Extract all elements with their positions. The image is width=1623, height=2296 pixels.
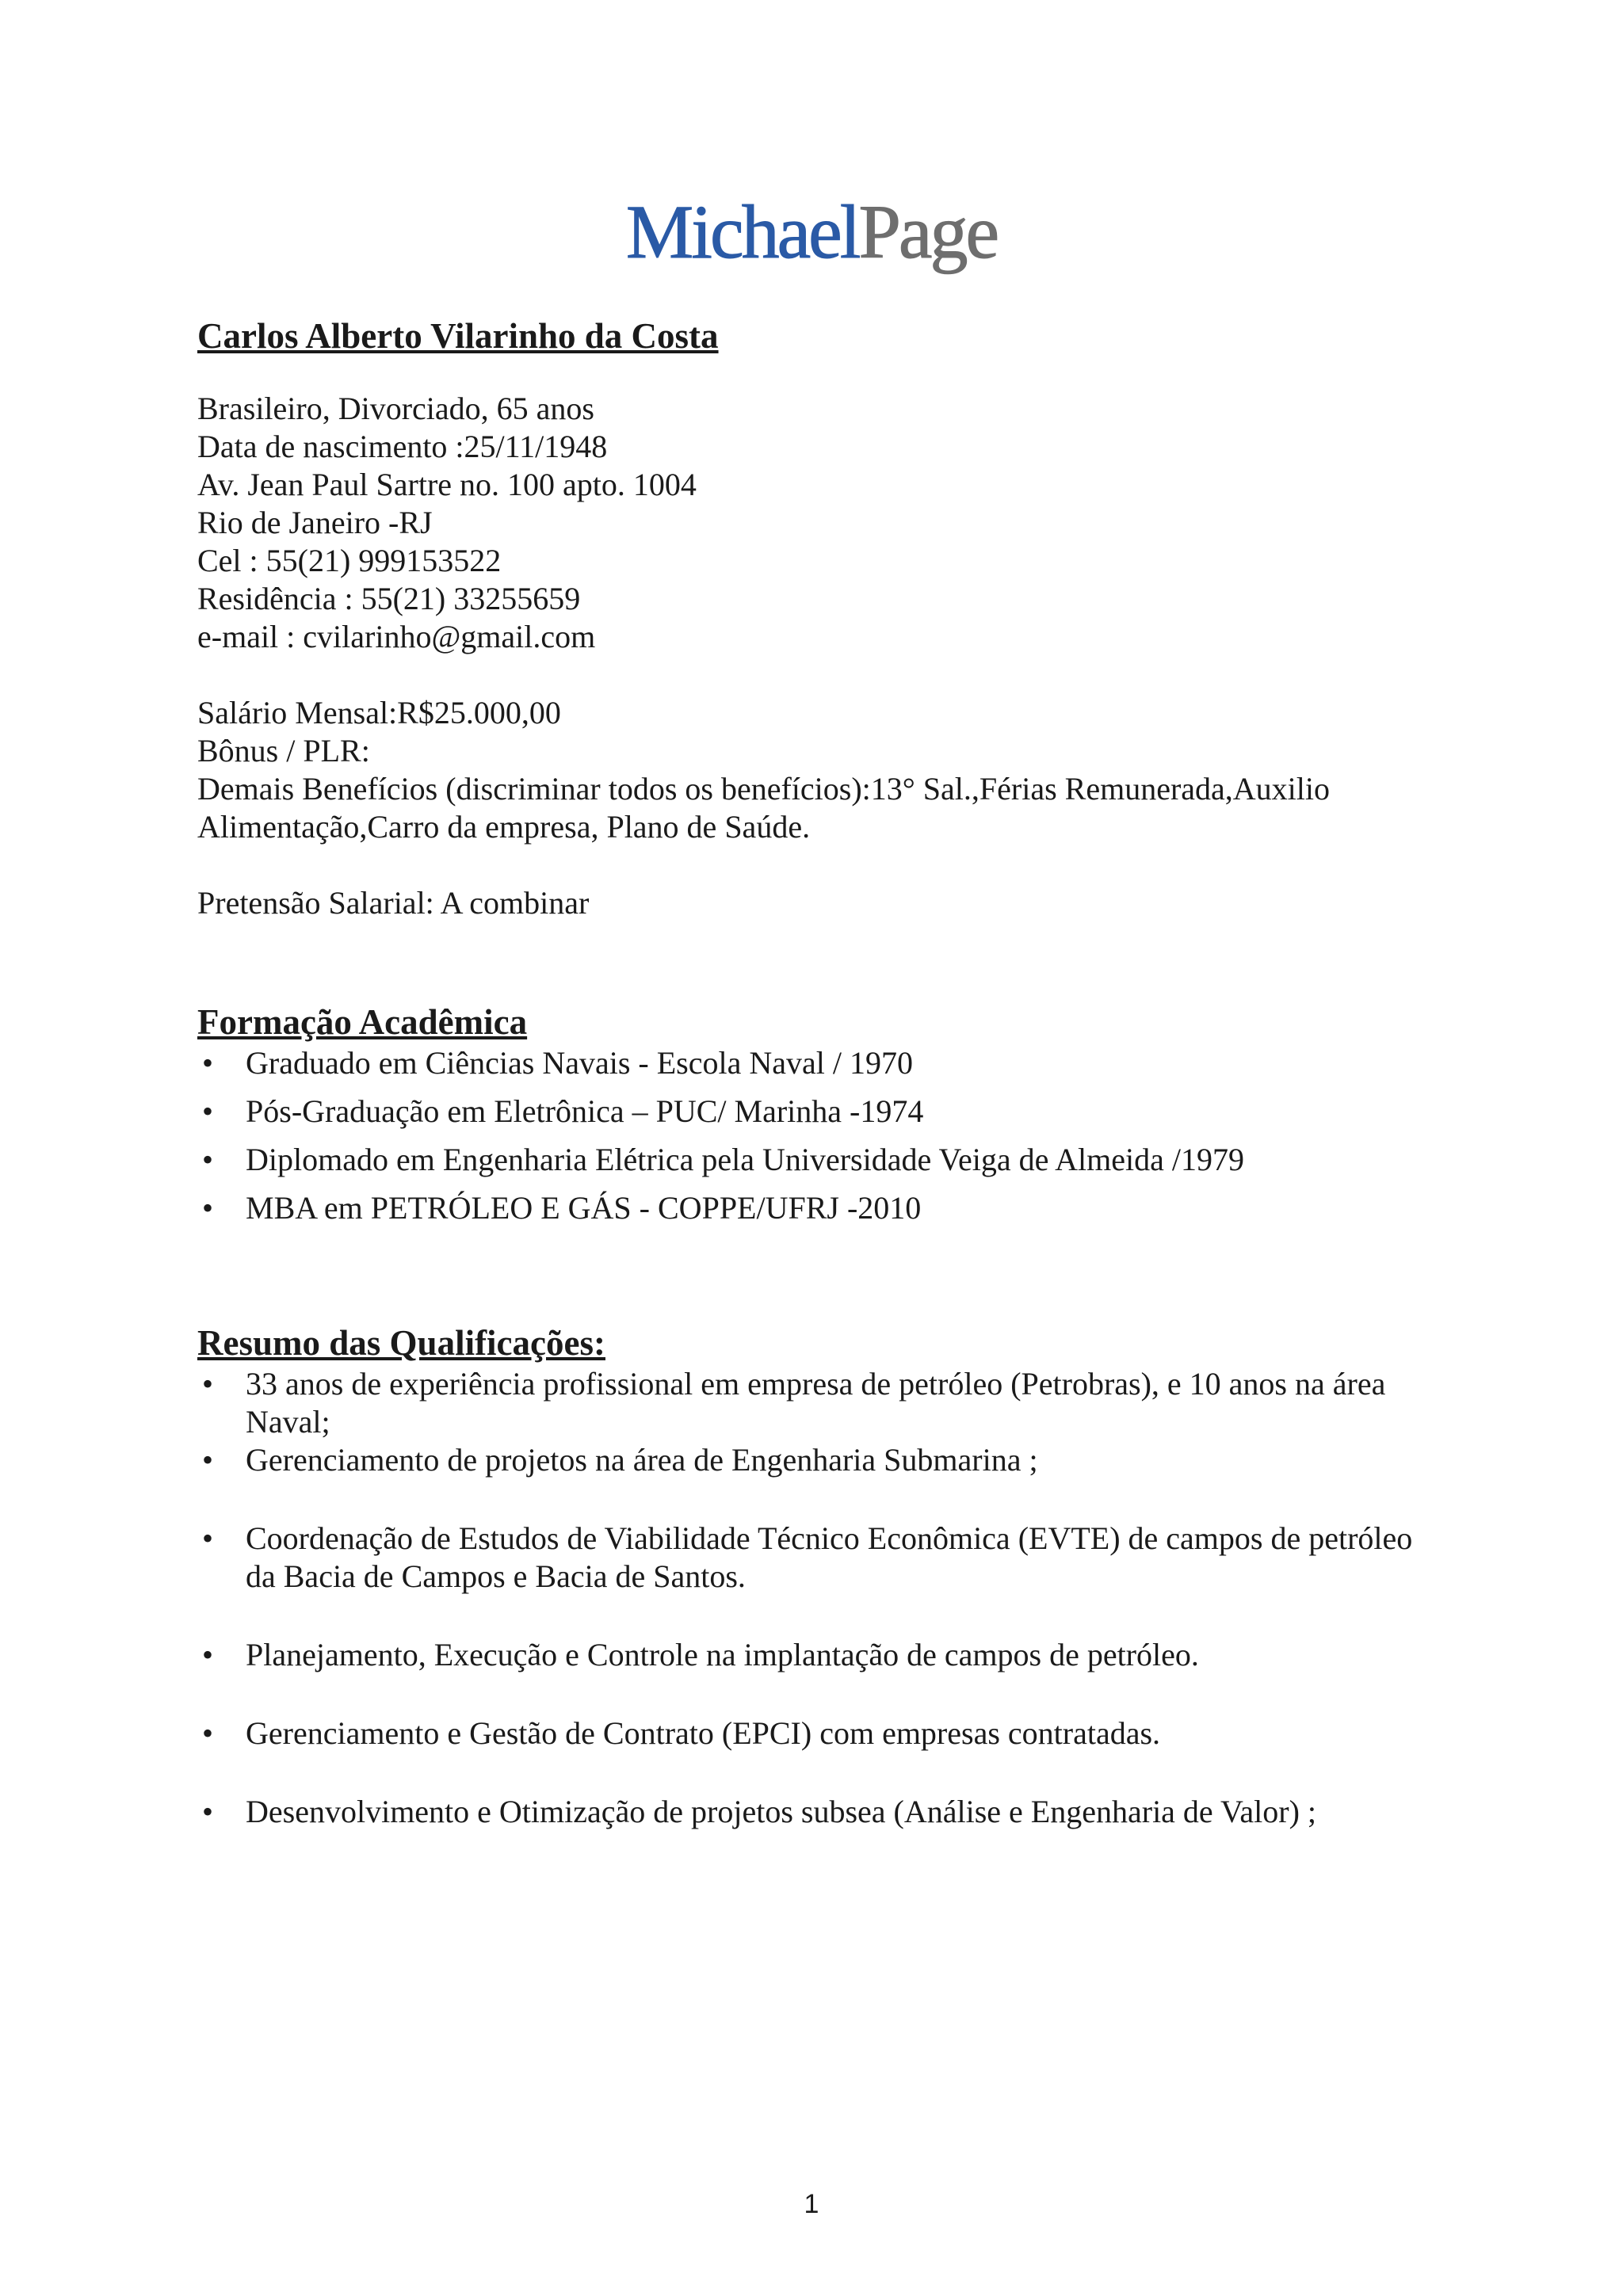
list-item xyxy=(197,1520,1434,1596)
resume-content xyxy=(197,314,1434,1831)
address-line: Av. Jean Paul Sartre no. 100 apto. 1004 xyxy=(197,467,697,502)
candidate-name: Carlos Alberto Vilarinho da Costa xyxy=(197,316,719,356)
birthdate-line: Data de nascimento :25/11/1948 xyxy=(197,429,608,464)
bullet-icon: • xyxy=(202,1045,214,1081)
bullet-icon: • xyxy=(202,1190,214,1226)
logo-page: Page xyxy=(858,189,998,274)
bullet-icon: • xyxy=(202,1794,214,1829)
list-item xyxy=(197,1441,1434,1479)
compensation-info xyxy=(197,694,1434,846)
qualification-item-text: Coordenação de Estudos de Viabilidade Técnico Econômica (EVTE) de campos de petróleo da Bacia de Campos e Bacia de Santos. xyxy=(246,1520,1413,1594)
qualification-item-text: Planejamento, Execução e Controle na implantação de campos de petróleo. xyxy=(246,1637,1199,1672)
list-item xyxy=(197,1365,1434,1441)
michael-page-logo xyxy=(0,189,1623,276)
education-item-text: Pós-Graduação em Eletrônica – PUC/ Marinha -1974 xyxy=(246,1093,924,1129)
qualification-item-text: 33 anos de experiência profissional em empresa de petróleo (Petrobras), e 10 anos na área Naval; xyxy=(246,1366,1386,1440)
bullet-icon: • xyxy=(202,1520,214,1556)
qualifications-list xyxy=(197,1365,1434,1831)
personal-info xyxy=(197,390,1434,656)
qualifications-section-title: Resumo das Qualificações: xyxy=(197,1323,605,1363)
email-line: e-mail : cvilarinho@gmail.com xyxy=(197,619,596,654)
list-item xyxy=(197,1044,1434,1082)
education-item-text: Diplomado em Engenharia Elétrica pela Universidade Veiga de Almeida /1979 xyxy=(246,1142,1244,1177)
list-item xyxy=(197,1141,1434,1179)
qualification-item-text: Gerenciamento e Gestão de Contrato (EPCI) com empresas contratadas. xyxy=(246,1715,1161,1751)
list-item xyxy=(197,1793,1434,1831)
bullet-icon: • xyxy=(202,1366,214,1402)
list-item xyxy=(197,1714,1434,1753)
page-number: 1 xyxy=(804,2189,819,2219)
list-item xyxy=(197,1636,1434,1674)
education-item-text: MBA em PETRÓLEO E GÁS - COPPE/UFRJ -2010 xyxy=(246,1190,922,1226)
salary-expectation: Pretensão Salarial: A combinar xyxy=(197,885,590,921)
benefits-line-1: Demais Benefícios (discriminar todos os benefícios):13° Sal.,Férias Remunerada,Auxilio xyxy=(197,771,1331,807)
bonus-line: Bônus / PLR: xyxy=(197,733,370,769)
benefits-line-2: Alimentação,Carro da empresa, Plano de Saúde. xyxy=(197,809,811,845)
qualification-item-text: Gerenciamento de projetos na área de Engenharia Submarina ; xyxy=(246,1442,1038,1478)
city-line: Rio de Janeiro -RJ xyxy=(197,505,433,540)
logo-michael: Michael xyxy=(625,189,859,274)
nationality-line: Brasileiro, Divorciado, 65 anos xyxy=(197,391,594,426)
bullet-icon: • xyxy=(202,1637,214,1672)
list-item xyxy=(197,1093,1434,1131)
home-phone-line: Residência : 55(21) 33255659 xyxy=(197,581,581,616)
education-item-text: Graduado em Ciências Navais - Escola Naval / 1970 xyxy=(246,1045,913,1081)
mobile-phone-line: Cel : 55(21) 999153522 xyxy=(197,543,502,578)
bullet-icon: • xyxy=(202,1142,214,1177)
qualification-item-text: Desenvolvimento e Otimização de projetos subsea (Análise e Engenharia de Valor) ; xyxy=(246,1794,1317,1829)
bullet-icon: • xyxy=(202,1442,214,1478)
bullet-icon: • xyxy=(202,1093,214,1129)
bullet-icon: • xyxy=(202,1715,214,1751)
education-list xyxy=(197,1044,1434,1227)
list-item xyxy=(197,1189,1434,1227)
education-section-title: Formação Acadêmica xyxy=(197,1002,528,1042)
salary-line: Salário Mensal:R$25.000,00 xyxy=(197,695,561,730)
